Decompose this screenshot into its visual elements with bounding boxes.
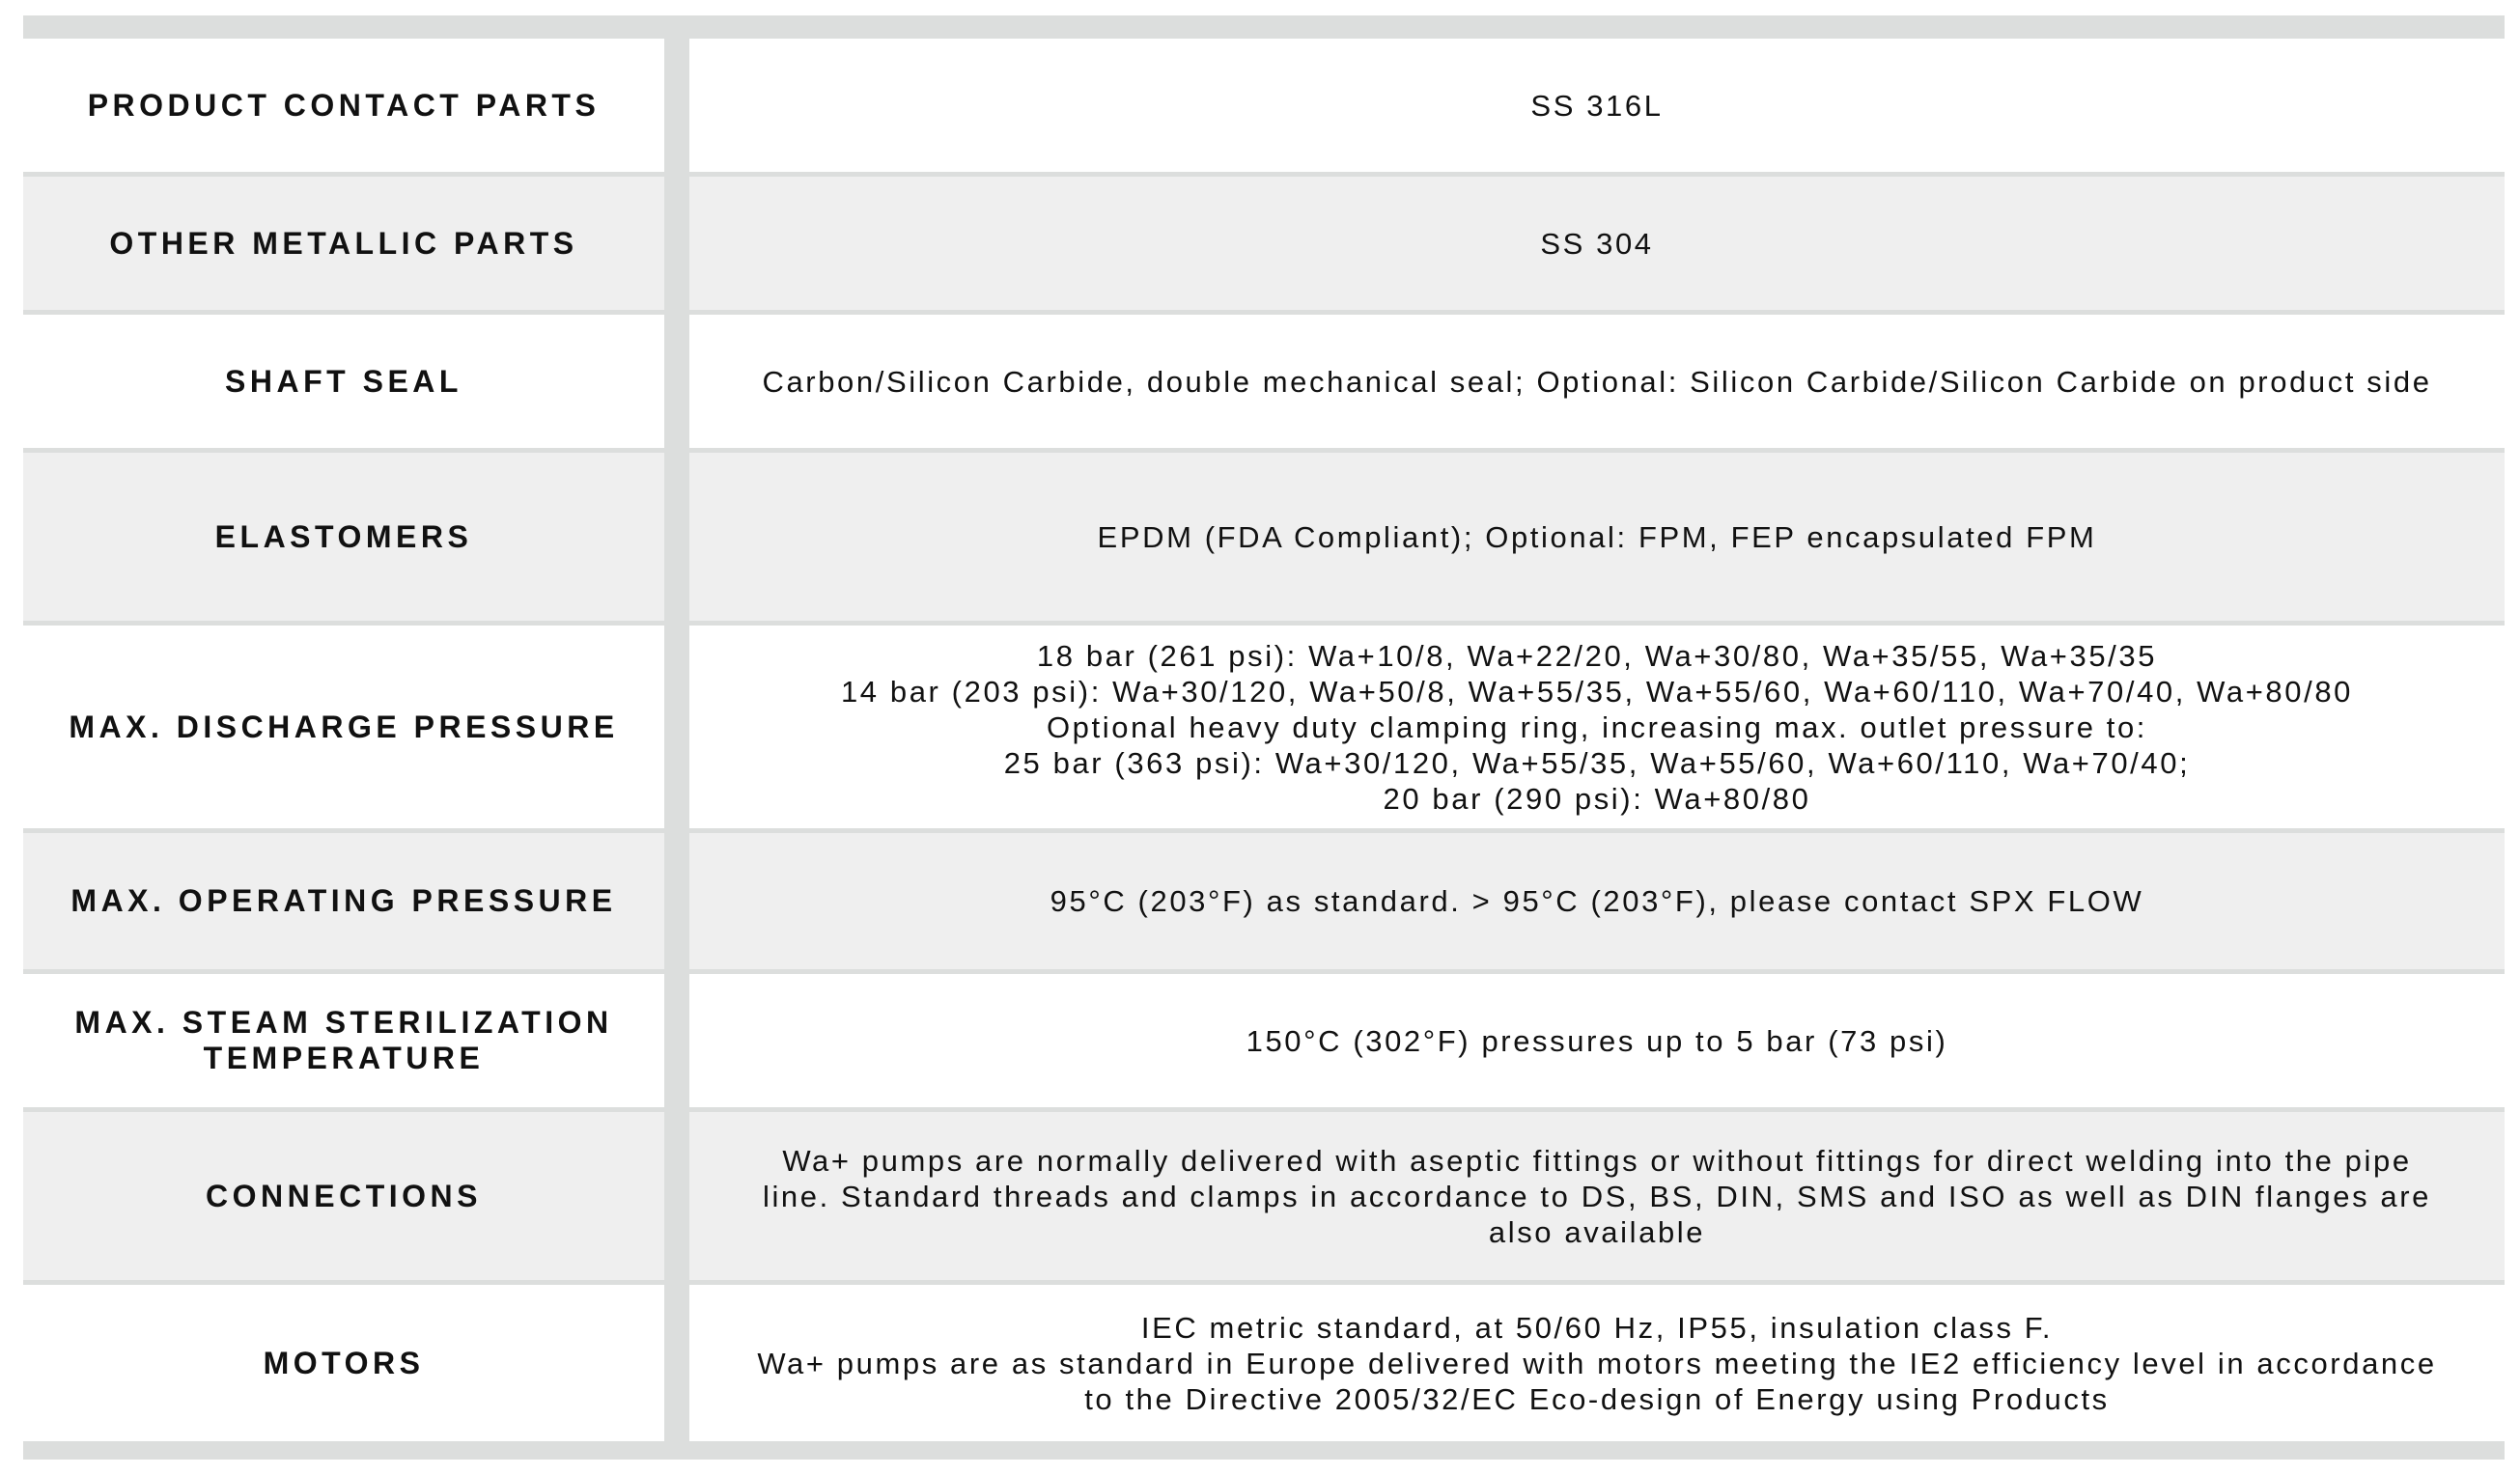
row-label-other-metallic-parts: OTHER METALLIC PARTS (23, 177, 664, 310)
column-divider (664, 453, 689, 621)
row-label-connections: CONNECTIONS (23, 1112, 664, 1280)
value-line: Wa+ pumps are normally delivered with aseptic fittings or without fittings for direct welding into the pipe (782, 1143, 2412, 1178)
label-line: MAX. STEAM STERILIZATION (74, 1005, 613, 1040)
value-line: 20 bar (290 psi): Wa+80/80 (1383, 781, 1811, 816)
table-row (23, 833, 2505, 974)
value-line: IEC metric standard, at 50/60 Hz, IP55, insulation class F. (1140, 1310, 2054, 1345)
value-line: line. Standard threads and clamps in accordance to DS, BS, DIN, SMS and ISO as well as DIN flanges are (762, 1179, 2432, 1213)
column-divider (664, 39, 689, 172)
value-line: 18 bar (261 psi): Wa+10/8, Wa+22/20, Wa+30/80, Wa+35/55, Wa+35/35 (1036, 638, 2158, 673)
table-row (23, 1285, 2505, 1441)
table-row (23, 177, 2505, 315)
row-label-shaft-seal: SHAFT SEAL (23, 315, 664, 448)
value-line: 150°C (302°F) pressures up to 5 bar (73 psi) (1246, 1023, 1948, 1058)
column-divider (664, 626, 689, 828)
column-divider (664, 833, 689, 969)
value-line: 14 bar (203 psi): Wa+30/120, Wa+50/8, Wa+55/35, Wa+55/60, Wa+60/110, Wa+70/40, Wa+80/80 (840, 674, 2354, 709)
row-label-elastomers: ELASTOMERS (23, 453, 664, 621)
label-line: TEMPERATURE (203, 1041, 485, 1075)
table-row (23, 315, 2505, 453)
value-line: SS 304 (1540, 226, 1654, 261)
value-line: 95°C (203°F) as standard. > 95°C (203°F), please contact SPX FLOW (1050, 884, 2144, 918)
table-row (23, 39, 2505, 177)
row-value-connections (689, 1112, 2505, 1280)
row-value-other-metallic-parts (689, 177, 2505, 310)
value-line: SS 316L (1530, 88, 1664, 123)
column-divider (664, 1112, 689, 1280)
row-value-elastomers (689, 453, 2505, 621)
value-line: Optional heavy duty clamping ring, increasing max. outlet pressure to: (1046, 710, 2148, 744)
table-row (23, 1112, 2505, 1285)
value-line: EPDM (FDA Compliant); Optional: FPM, FEP encapsulated FPM (1097, 519, 2097, 554)
table-row (23, 974, 2505, 1112)
value-line: 25 bar (363 psi): Wa+30/120, Wa+55/35, Wa+55/60, Wa+60/110, Wa+70/40; (1003, 745, 2191, 780)
column-divider (664, 177, 689, 310)
column-divider (664, 315, 689, 448)
row-value-max-discharge-pressure (689, 626, 2505, 828)
table-row (23, 626, 2505, 833)
value-line: to the Directive 2005/32/EC Eco-design of Energy using Products (1084, 1381, 2110, 1416)
row-value-product-contact-parts (689, 39, 2505, 172)
column-divider (664, 1285, 689, 1441)
row-value-max-steam-sterilization-temperature (689, 974, 2505, 1107)
value-line: Wa+ pumps are as standard in Europe delivered with motors meeting the IE2 efficiency level in accordance (757, 1346, 2437, 1380)
row-value-motors (689, 1285, 2505, 1441)
row-label-max-discharge-pressure: MAX. DISCHARGE PRESSURE (23, 626, 664, 828)
value-line: Carbon/Silicon Carbide, double mechanical seal; Optional: Silicon Carbide/Silicon Carbide on product side (762, 364, 2432, 399)
row-label-product-contact-parts: PRODUCT CONTACT PARTS (23, 39, 664, 172)
table-row (23, 453, 2505, 626)
row-label-motors: MOTORS (23, 1285, 664, 1441)
value-line: also available (1488, 1214, 1706, 1249)
row-label-max-steam-sterilization-temperature (23, 974, 664, 1107)
row-value-shaft-seal (689, 315, 2505, 448)
row-value-max-operating-pressure (689, 833, 2505, 969)
column-divider (664, 974, 689, 1107)
specification-table (23, 15, 2505, 1460)
row-label-max-operating-pressure: MAX. OPERATING PRESSURE (23, 833, 664, 969)
